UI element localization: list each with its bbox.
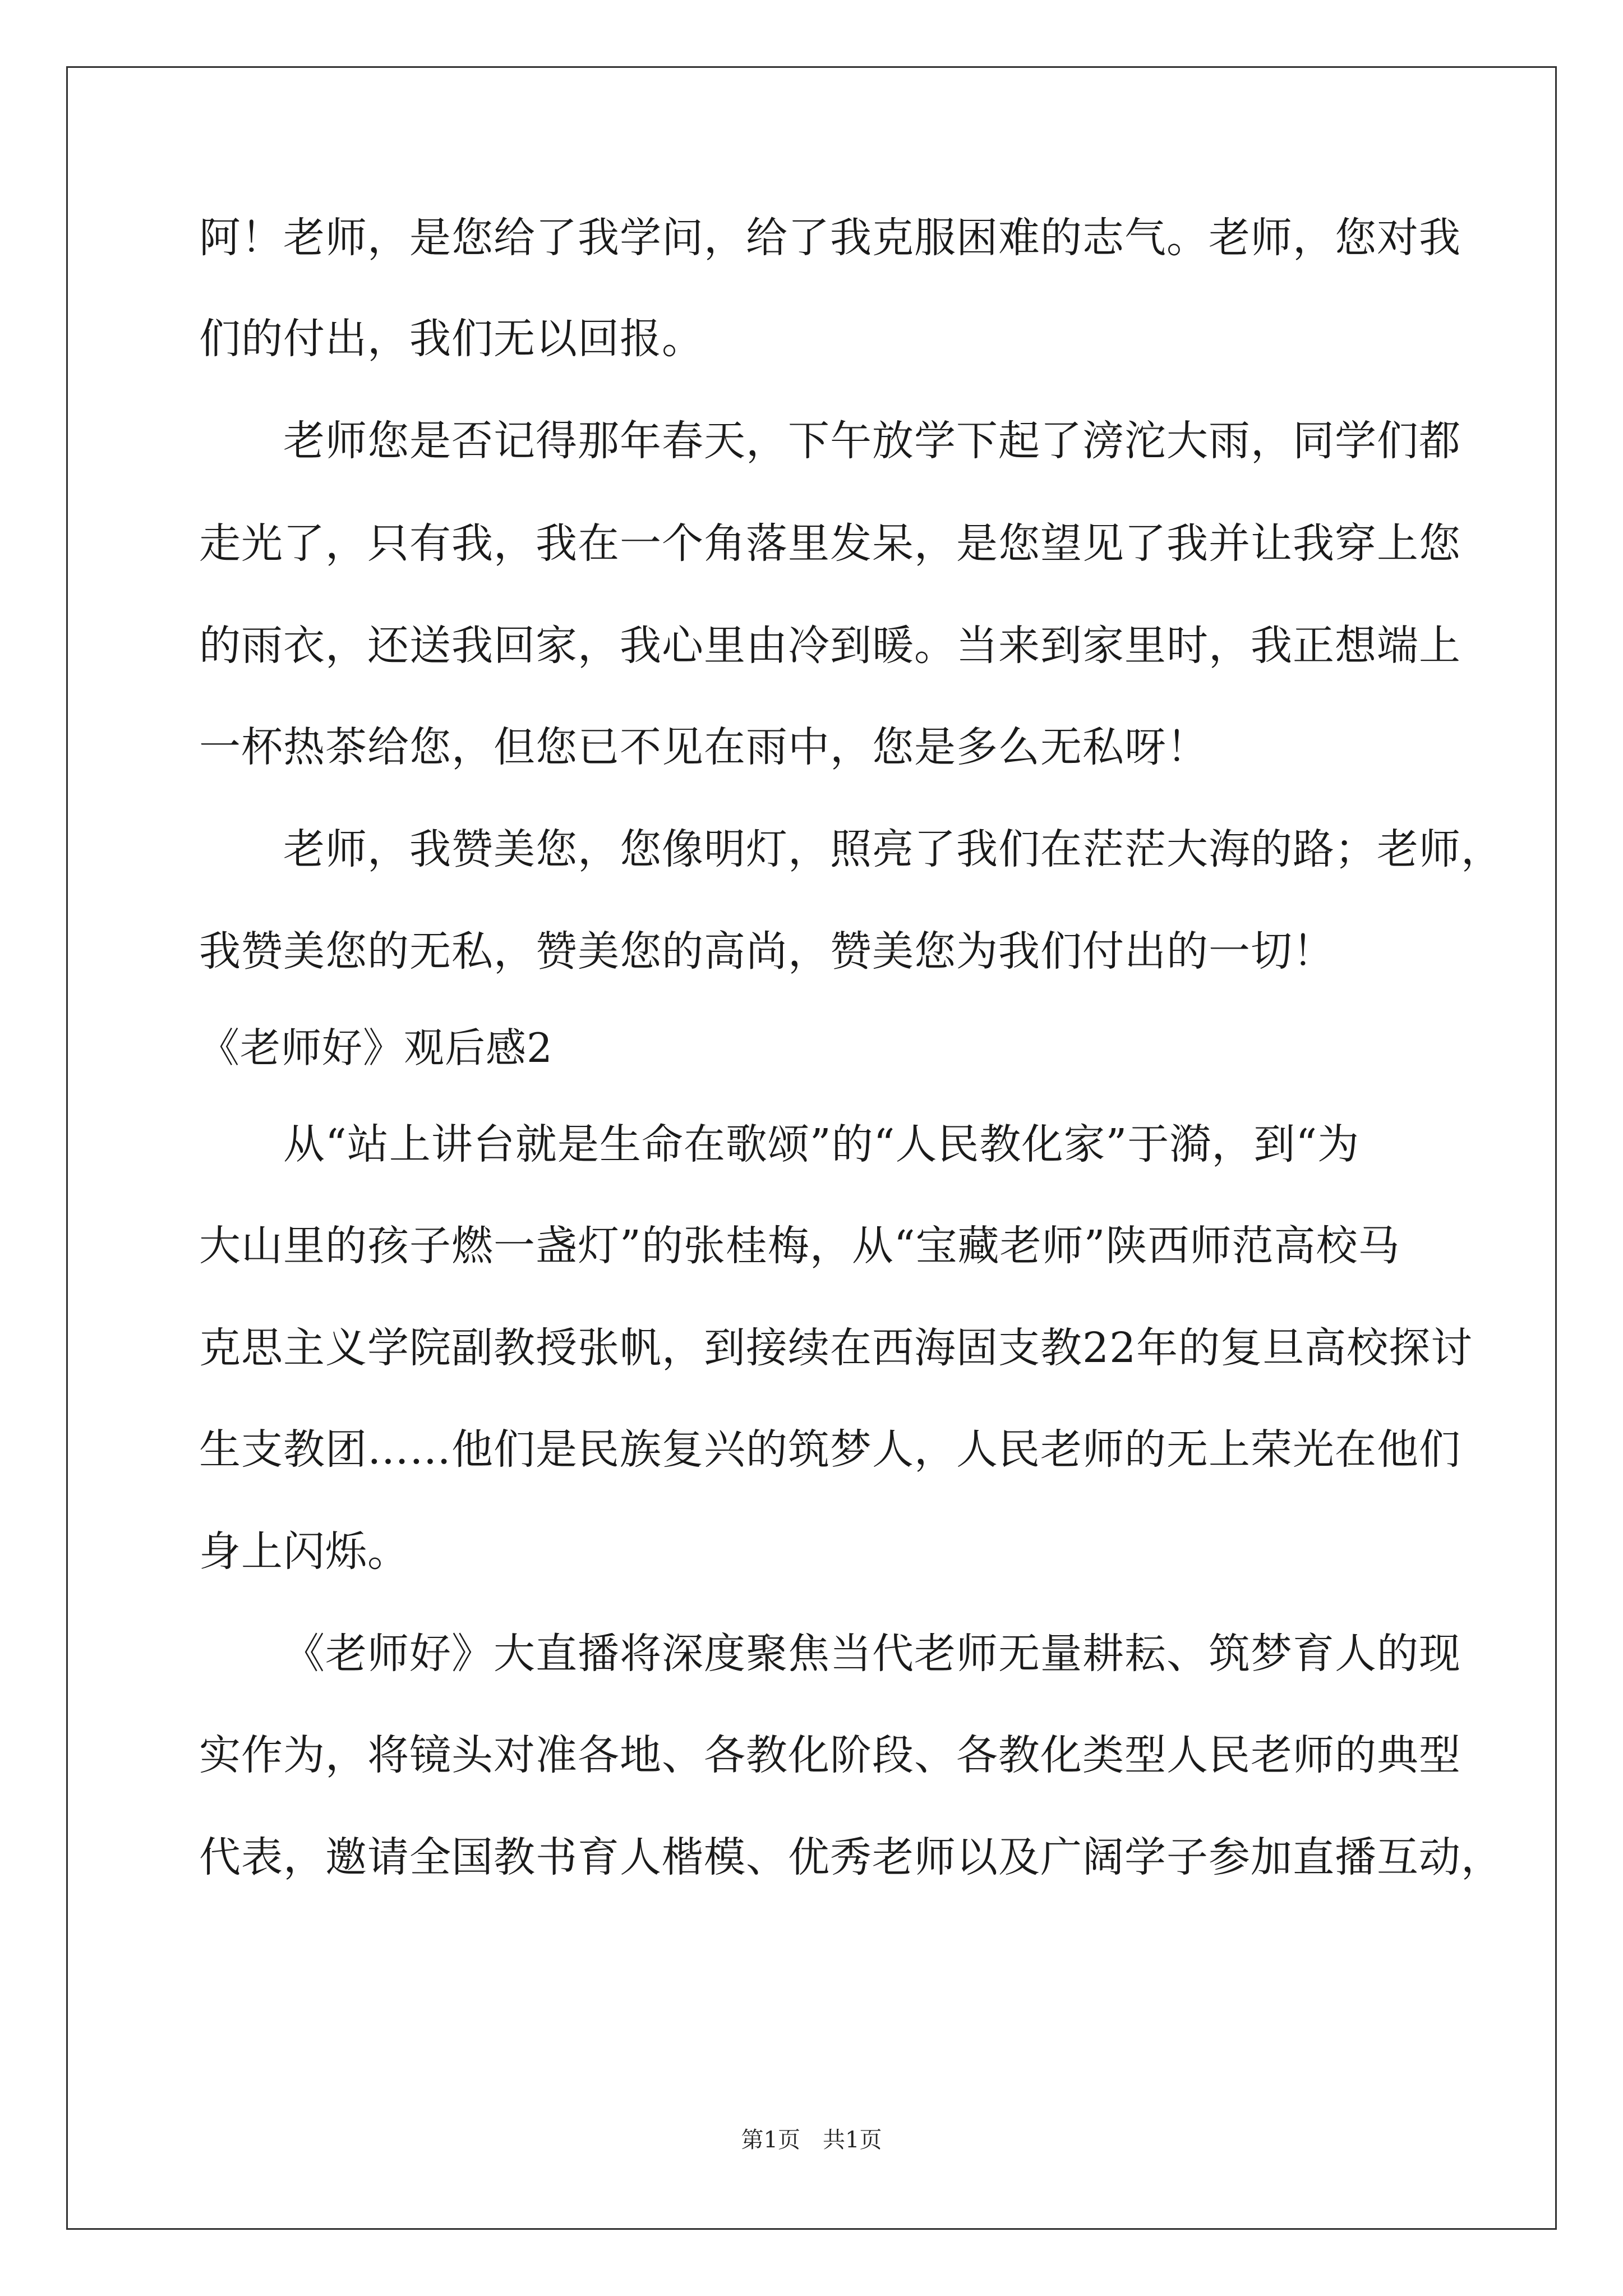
paragraph-line: 代表，邀请全国教书育人楷模、优秀老师以及广阔学子参加直播互动， (199, 1833, 1503, 1881)
section-heading: 《老师好》观后感2 (199, 1024, 553, 1071)
paragraph-line: 大山里的孩子燃一盏灯”的张桂梅，从“宝藏老师”陕西师范高校马 (199, 1222, 1400, 1270)
paragraph-line: 我赞美您的无私，赞美您的高尚，赞美您为我们付出的一切！ (199, 927, 1335, 976)
paragraph-line: 们的付出，我们无以回报。 (199, 315, 704, 363)
paragraph-line: 的雨衣，还送我回家，我心里由冷到暖。当来到家里时，我正想端上 (199, 622, 1461, 670)
paragraph-line: 从“站上讲台就是生命在歌颂”的“人民教化家”于漪，到“为 (283, 1120, 1360, 1168)
paragraph-line: 生支教团……他们是民族复兴的筑梦人，人民老师的无上荣光在他们 (199, 1425, 1461, 1474)
page-number-label: 第1页 共1页 (741, 2127, 882, 2153)
paragraph-line: 阿！老师，是您给了我学问，给了我克服困难的志气。老师，您对我 (199, 214, 1461, 262)
paragraph-line: 老师您是否记得那年春天，下午放学下起了滂沱大雨，同学们都 (283, 417, 1461, 465)
page-footer (0, 2126, 1623, 2154)
paragraph-line: 走光了，只有我，我在一个角落里发呆，是您望见了我并让我穿上您 (199, 519, 1461, 568)
paragraph-line: 实作为，将镜头对准各地、各教化阶段、各教化类型人民老师的典型 (199, 1731, 1461, 1779)
paragraph-line: 身上闪烁。 (199, 1527, 409, 1576)
paragraph-line: 老师，我赞美您，您像明灯，照亮了我们在茫茫大海的路；老师， (283, 825, 1503, 873)
paragraph-line: 《老师好》大直播将深度聚焦当代老师无量耕耘、筑梦育人的现 (283, 1630, 1461, 1678)
paragraph-line: 一杯热茶给您，但您已不见在雨中，您是多么无私呀！ (199, 723, 1209, 771)
paragraph-line: 克思主义学院副教授张帆，到接续在西海固支教22年的复旦高校探讨 (199, 1324, 1473, 1372)
